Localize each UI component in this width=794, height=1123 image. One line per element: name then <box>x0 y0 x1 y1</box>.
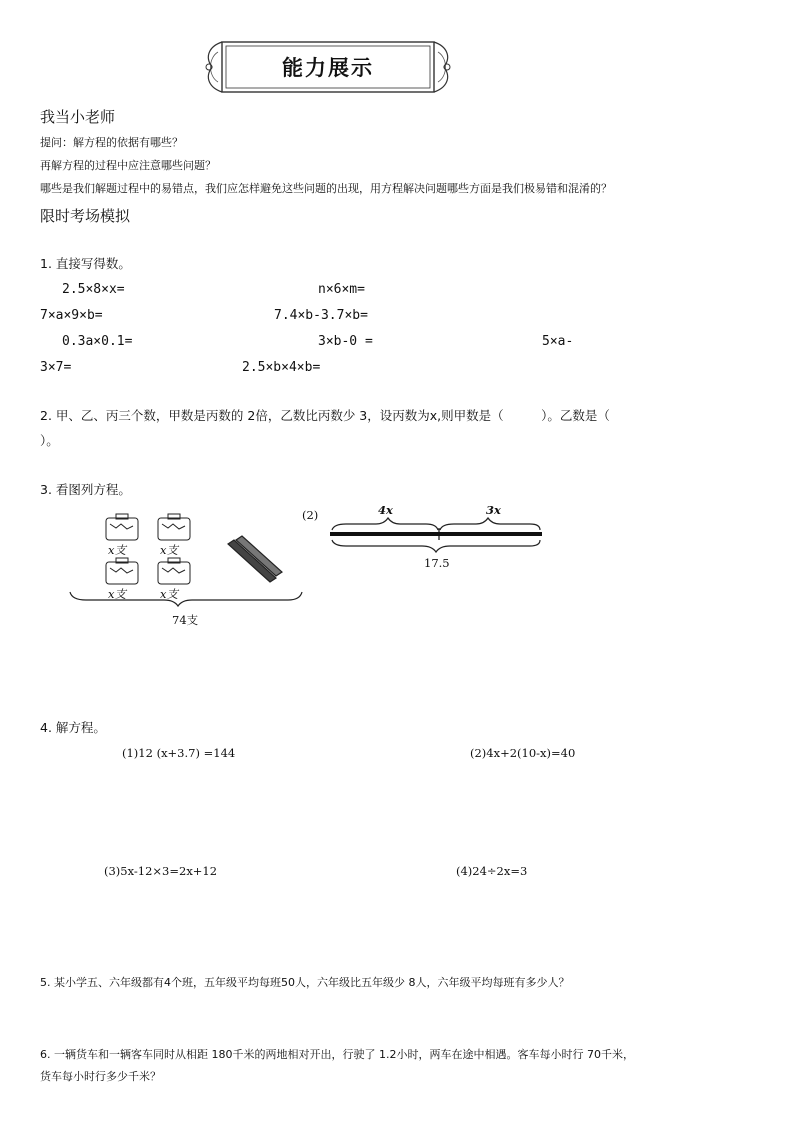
q1-label: 1. 直接写得数。 <box>40 256 131 271</box>
q1-item: 2.5×b×4×b= <box>242 360 321 375</box>
teacher-heading: 我当小老师 <box>40 108 116 126</box>
seg2-label: 3x <box>486 503 501 517</box>
q4-eq-2: (2)4x+2(10-x)=40 <box>470 746 576 760</box>
q4-eq-3: (3)5x-12×3=2x+12 <box>104 864 218 878</box>
box-label: x支 <box>108 543 126 557</box>
q2-line-2: ）。 <box>40 433 59 448</box>
q4-label: 4. 解方程。 <box>40 720 106 735</box>
q4-eq-1: (1)12 (x+3.7) =144 <box>122 746 236 760</box>
q1-item: 0.3a×0.1= <box>62 334 133 349</box>
pencil-box-icon <box>158 518 190 540</box>
q6-line-2: 货车每小时行多少千米？ <box>40 1070 161 1083</box>
q4-eq-4: (4)24÷2x=3 <box>456 864 528 878</box>
box-label: x支 <box>160 587 178 601</box>
q3-label: 3. 看图列方程。 <box>40 482 131 497</box>
q1-item: 3×b-0 = <box>318 334 373 349</box>
q6-line-1: 6. 一辆货车和一辆客车同时从相距 180千米的两地相对开出，行驶了 1.2小时，两车在途中相遇。客车每小时行 70千米， <box>40 1048 634 1061</box>
box-label: x支 <box>160 543 178 557</box>
q1-item: 2.5×8×x= <box>62 282 125 297</box>
teacher-line-3: 哪些是我们解题过程中的易错点，我们应怎样避免这些问题的出现，用方程解决问题哪些方面是我们极易错和混淆的？ <box>40 182 612 195</box>
q2-line-1: 2. 甲、乙、丙三个数，甲数是丙数的 2倍，乙数比丙数少 3，设丙数为x,则甲数是（ ）。乙数是（ <box>40 408 610 423</box>
total-label: 74支 <box>172 613 199 627</box>
q1-item: 5×a- <box>542 334 574 349</box>
fig2-tag: (2) <box>302 508 319 522</box>
pencils-icon <box>228 536 282 582</box>
pencil-box-icon <box>158 562 190 584</box>
q1-item: 7.4×b-3.7×b= <box>274 308 368 323</box>
q5-text: 5. 某小学五、六年级都有4个班，五年级平均每班50人，六年级比五年级少 8人，六年级平均每班有多少人？ <box>40 976 570 989</box>
pencil-box-diagram <box>56 500 306 630</box>
banner-title: 能力展示 <box>282 56 374 80</box>
segment-total: 17.5 <box>424 556 450 570</box>
pencil-box-icon <box>106 518 138 540</box>
q1-item: 7×a×9×b= <box>40 308 103 323</box>
teacher-line-1: 提问：解方程的依据有哪些？ <box>40 136 183 149</box>
box-label: x支 <box>108 587 126 601</box>
q3-figure-1 <box>56 500 306 630</box>
exam-heading: 限时考场模拟 <box>40 207 131 225</box>
seg1-label: 4x <box>378 503 393 517</box>
q1-item: 3×7= <box>40 360 72 375</box>
title-banner <box>200 36 456 98</box>
pencil-box-icon <box>106 562 138 584</box>
q1-item: n×6×m= <box>318 282 365 297</box>
teacher-line-2: 再解方程的过程中应注意哪些问题？ <box>40 159 216 172</box>
brace-icon <box>70 592 302 606</box>
